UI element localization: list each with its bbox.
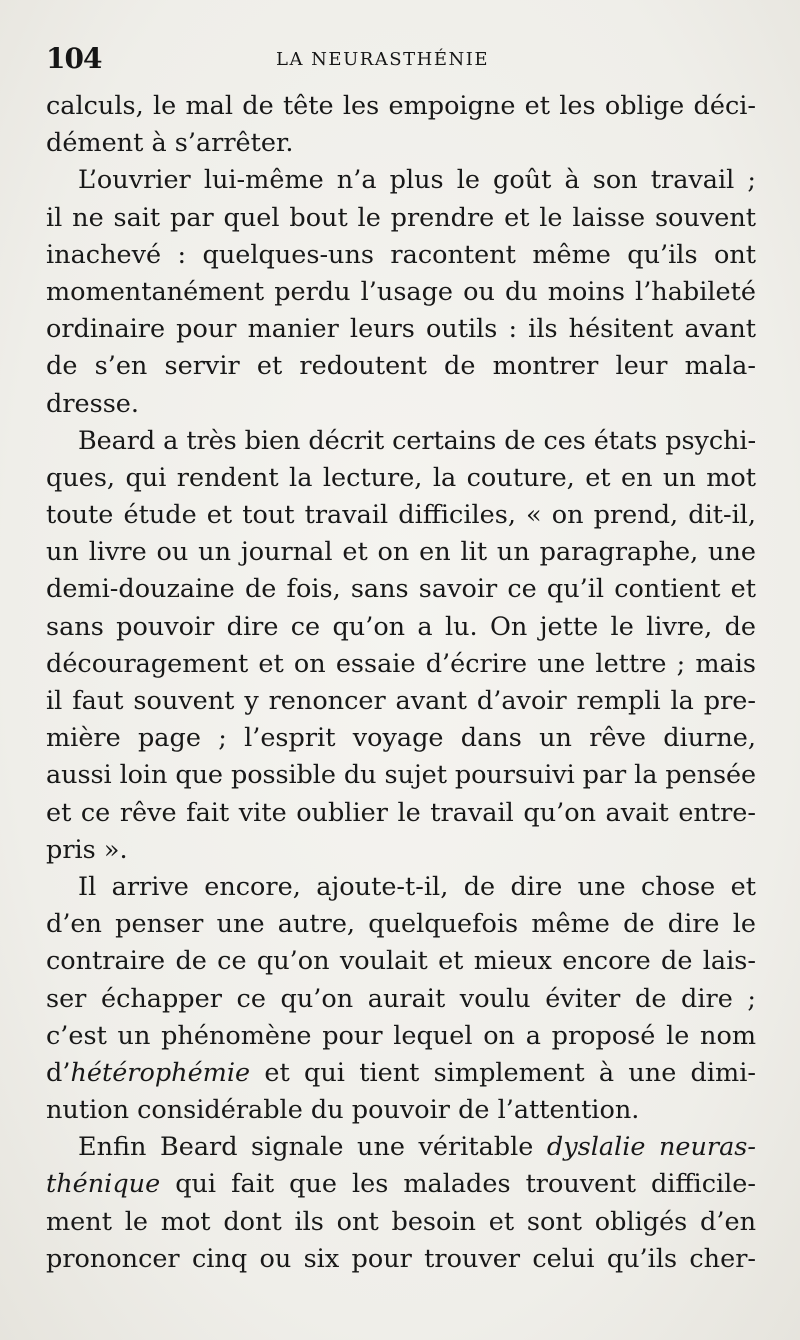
text-line: [46, 274, 756, 311]
text-line: [46, 200, 756, 237]
text-line: [46, 1092, 756, 1129]
text-segment: pris ».: [46, 834, 128, 865]
text-segment: un livre ou un journal et on en lit un paragraphe, une: [46, 537, 756, 568]
text-segment: ques, qui rendent la lecture, la couture, et en un mot: [46, 462, 756, 493]
text-segment: Enfin Beard signale une véritable: [78, 1132, 547, 1163]
text-line: [46, 869, 756, 906]
text-segment: toute étude et tout travail difficiles, « on prend, dit-il,: [46, 500, 756, 531]
italic-term: thénique: [46, 1169, 161, 1200]
text-line: [46, 497, 756, 534]
page-number: 104: [46, 42, 102, 75]
text-segment: momentanément perdu l’usage ou du moins l’habileté: [46, 276, 756, 307]
text-segment: prononcer cinq ou six pour trouver celui qu’ils cher-: [46, 1243, 756, 1274]
text-line: [46, 423, 756, 460]
text-segment: et ce rêve fait vite oublier le travail qu’on avait entre-: [46, 797, 756, 828]
text-segment: ment le mot dont ils ont besoin et sont obligés d’en: [46, 1206, 756, 1237]
text-line: [46, 906, 756, 943]
page-header: [46, 40, 756, 80]
text-line: [46, 386, 756, 423]
text-line: [46, 720, 756, 757]
text-segment: contraire de ce qu’on voulait et mieux encore de lais-: [46, 946, 756, 977]
text-segment: il faut souvent y renoncer avant d’avoir rempli la pre-: [46, 686, 756, 716]
text-line: [46, 162, 756, 199]
text-line: [46, 348, 756, 385]
text-line: [46, 311, 756, 348]
text-segment: d’: [46, 1057, 71, 1088]
text-segment: demi-douzaine de fois, sans savoir ce qu’il contient et: [46, 574, 756, 605]
text-line: [46, 683, 756, 720]
text-segment: dément à s’arrêter.: [46, 128, 294, 159]
text-line: [46, 534, 756, 571]
text-segment: qui fait que les malades trouvent difficile-: [160, 1169, 756, 1200]
text-line: [46, 1018, 756, 1055]
text-line: [46, 981, 756, 1018]
italic-term: hétérophémie: [70, 1057, 251, 1088]
text-segment: découragement et on essaie d’écrire une lettre ; mais: [46, 648, 756, 679]
text-segment: il ne sait par quel bout le prendre et le laisse souvent: [46, 202, 756, 233]
text-segment: Il arrive encore, ajoute-t-il, de dire une chose et: [78, 871, 756, 902]
text-line: [46, 646, 756, 683]
text-line: [46, 460, 756, 497]
text-line: [46, 571, 756, 608]
text-segment: aussi loin que possible du sujet poursuivi par la pensée: [46, 760, 757, 791]
text-segment: calculs, le mal de tête les empoigne et les oblige déci-: [46, 91, 756, 121]
text-segment: ser échapper ce qu’on aurait voulu éviter de dire ;: [46, 983, 756, 1014]
text-segment: dresse.: [46, 388, 139, 419]
text-line: [46, 1055, 756, 1092]
text-segment: L’ouvrier lui-même n’a plus le goût à son travail ;: [78, 165, 756, 196]
text-line: [46, 943, 756, 980]
text-line: [46, 757, 756, 794]
body-text: [46, 88, 756, 1278]
text-segment: mière page ; l’esprit voyage dans un rêve diurne,: [46, 723, 756, 754]
text-line: [46, 1241, 756, 1278]
text-line: [46, 125, 756, 162]
text-segment: c’est un phénomène pour lequel on a proposé le nom: [46, 1020, 756, 1051]
text-line: [46, 832, 756, 869]
italic-term: dyslalie neuras-: [546, 1132, 757, 1163]
text-segment: Beard a très bien décrit certains de ces états psychi-: [78, 425, 756, 456]
running-title: LA NEURASTHÉNIE: [276, 49, 489, 70]
text-line: [46, 795, 756, 832]
text-line: [46, 1166, 756, 1203]
text-line: [46, 88, 756, 125]
text-segment: nution considérable du pouvoir de l’attention.: [46, 1095, 640, 1126]
text-line: [46, 609, 756, 646]
text-line: [46, 237, 756, 274]
text-segment: d’en penser une autre, quelquefois même de dire le: [46, 909, 756, 940]
text-segment: inachevé : quelques-uns racontent même qu’ils ont: [46, 239, 756, 270]
text-segment: de s’en servir et redoutent de montrer leur mala-: [46, 351, 756, 382]
text-line: [46, 1129, 756, 1166]
text-segment: sans pouvoir dire ce qu’on a lu. On jette le livre, de: [46, 611, 756, 642]
text-line: [46, 1204, 756, 1241]
text-segment: ordinaire pour manier leurs outils : ils hésitent avant: [46, 314, 756, 345]
text-segment: et qui tient simplement à une dimi-: [250, 1057, 756, 1088]
